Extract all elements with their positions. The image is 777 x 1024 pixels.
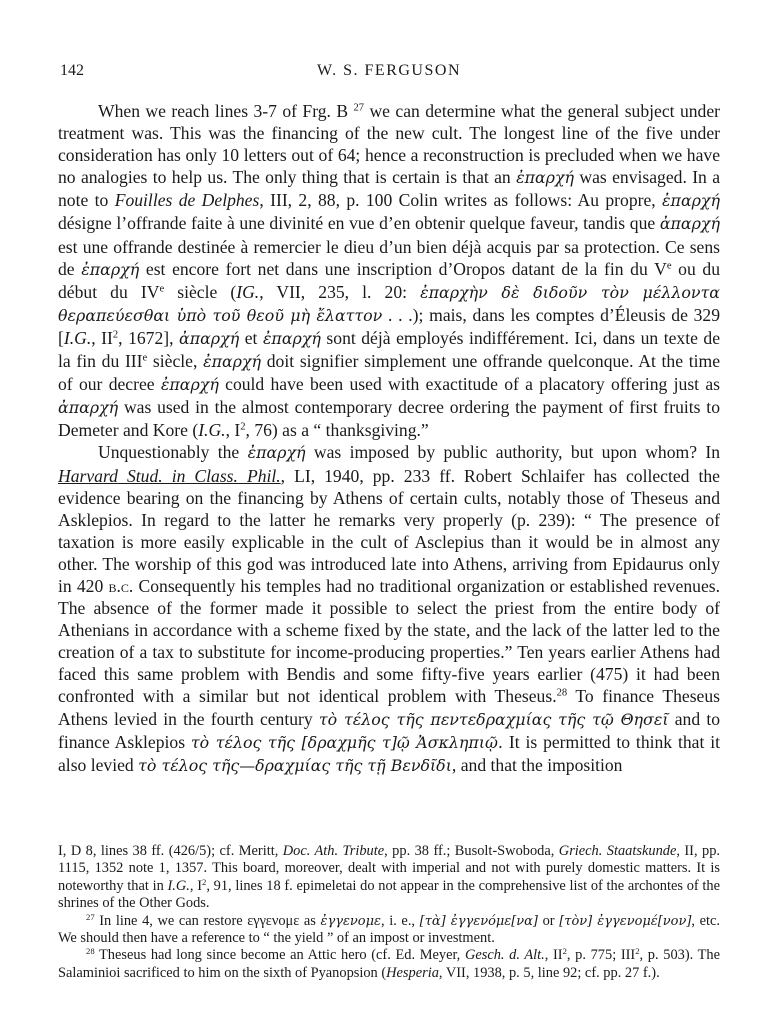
- text-run: sont déjà employés indifférement. Ici, dans un texte de la fin du III: [58, 327, 721, 372]
- superscript: e: [159, 283, 165, 295]
- greek-term: ἐπαρχή: [81, 259, 140, 279]
- text-run: , 91, lines 18 f. epimeletai do not appear in the comprehensive list of the archontes of the shrines of the Other Gods.: [58, 877, 720, 912]
- text-run: , etc. We should then have a reference to “ the yield ” of an impost or investment.: [58, 912, 720, 947]
- text-run: was envisaged. In a note to: [58, 167, 721, 211]
- citation-title: Fouilles de Delphes: [114, 190, 260, 211]
- greek-term: ἐπαρχή: [160, 375, 219, 395]
- greek-term: ἐπαρχή: [662, 191, 721, 211]
- citation-title: I.G.: [198, 420, 226, 441]
- superscript: 2: [112, 329, 119, 341]
- footnote-28: [58, 947, 720, 982]
- greek-term: [τὰ] ἐγγενόμε[να]: [419, 913, 538, 929]
- greek-term: ἐπαρχή: [262, 328, 321, 348]
- citation-title: I.G.: [63, 327, 92, 348]
- citation-title: Griech. Staatskunde: [558, 843, 677, 859]
- greek-term: ἐγγενομε: [320, 913, 381, 929]
- greek-term: [τὸν] ἐγγενομέ[νον]: [559, 913, 692, 929]
- text-run: siècle,: [147, 351, 204, 372]
- text-run: . . .); mais, dans les comptes d’Éleusis de 329 [: [58, 304, 720, 348]
- text-run: was imposed by public authority, but upon whom? In: [305, 442, 720, 463]
- text-run: or: [537, 912, 560, 929]
- greek-phrase: τὸ τέλος τῆς—δραχμίας τῆς τῇ Βενδῖδι: [138, 755, 452, 775]
- text-run: could have been used with exactitude of a placatory offering just as: [218, 374, 720, 395]
- text-run: et: [239, 327, 263, 348]
- text-run: doit signifier simplement une offrande quelconque. At the time of our decree: [58, 351, 721, 395]
- footnote-ref-27: 27: [353, 102, 365, 114]
- citation-title: Gesch. d. Alt.: [464, 947, 545, 964]
- paragraph-1: [58, 100, 720, 441]
- footnote-number: 28: [86, 946, 95, 957]
- greek-term: ἐπαρχή: [516, 168, 575, 188]
- superscript: e: [666, 260, 672, 272]
- text-run: , II: [544, 947, 563, 964]
- superscript: e: [142, 352, 148, 364]
- text-run: In line 4, we can restore: [94, 912, 248, 929]
- text-run: we can determine what the general subject under treatment was. This was the financing of the new cult. The longest line of the five under consideration has only 10 letters out of 64; hence a reconstruction is precluded when we have no analogies to help us. The only thing that is certain is that an: [58, 101, 720, 188]
- greek-term: ἐπαρχή: [247, 443, 306, 463]
- text-run: , LI, 1940, pp. 233 ff. Robert Schlaifer has collected the evidence bearing on the financing by Athens of certain cults, notably those of Theseus and Asklepios. In regard to the latter he remarks very properly (p. 239): “ The presence of taxation is more easily explicable in the cult of Asclepius than it would be in almost any other. The worship of this god was introduced late into Athens, arriving from Epidaurus only in 420: [58, 465, 720, 596]
- text-run: When we reach lines 3-7 of Frg. B: [98, 101, 354, 121]
- citation-title: Doc. Ath. Tribute: [282, 843, 385, 859]
- text-run: est encore fort net dans une inscription d’Oropos datant de la fin du V: [139, 258, 667, 279]
- text-run: , and that the imposition: [451, 754, 623, 775]
- text-run: , I: [225, 420, 241, 441]
- superscript: 2: [562, 946, 567, 957]
- text-run: , II: [91, 327, 113, 348]
- text-run: and to finance Asklepios: [58, 708, 721, 752]
- running-head-author: W. S. FERGUSON: [317, 62, 461, 79]
- greek-term: εγγενομε: [247, 912, 300, 929]
- text-run: I, D 8, lines 38 ff. (426/5); cf. Meritt,: [58, 843, 283, 859]
- text-run: Theseus had long since become an Attic hero (cf. Ed. Meyer,: [94, 947, 465, 964]
- text-run: ou du début du IV: [58, 258, 720, 302]
- text-run: désigne l’offrande faite à une divinité en vue d’en obtenir quelque faveur, tandis que: [58, 213, 660, 234]
- greek-term: ἐπαρχή: [203, 352, 262, 372]
- citation-title: I.G.: [167, 877, 190, 894]
- superscript: 2: [240, 421, 246, 433]
- citation-title: IG.: [236, 281, 260, 302]
- text-run: To finance Theseus Athens levied in the fourth century: [58, 686, 720, 729]
- superscript: 2: [202, 876, 207, 887]
- footnote-number: 27: [86, 911, 95, 922]
- text-run: est une offrande destinée à remercier le dieu d’un bien déjà acquis par sa protection. Ce sens de: [58, 236, 720, 279]
- text-run: , p. 503). The Salaminioi sacrificed to him on the sixth of Pyanopsion (: [58, 947, 720, 981]
- text-run: , VII, 1938, p. 5, line 92; cf. pp. 27 f.).: [438, 964, 660, 981]
- footnotes: [58, 843, 720, 982]
- text-run: as: [299, 912, 321, 929]
- paragraph-2: [58, 441, 720, 776]
- text-run: , I: [189, 877, 203, 894]
- text-run: , i. e.,: [380, 912, 420, 929]
- citation-title: Harvard Stud. in Class. Phil.: [58, 465, 281, 486]
- footnote-27: [58, 913, 720, 948]
- greek-phrase: τὸ τέλος τῆς [δραχμῆς τ]ῷ Ἀσκληπιῷ.: [190, 732, 503, 752]
- page-number: 142: [60, 62, 84, 79]
- text-run: , 76) as a “ thanksgiving.”: [245, 420, 429, 441]
- text-run: , 1672],: [118, 327, 180, 348]
- greek-term: ἀπαρχή: [179, 328, 240, 348]
- text-run: Unquestionably the: [98, 442, 248, 463]
- text-run: was used in the almost contemporary decree ordering the payment of first fruits to Demeter and Kore (: [58, 397, 720, 441]
- greek-term: ἀπαρχή: [659, 214, 720, 234]
- greek-term: ἀπαρχή: [58, 398, 119, 418]
- text-run: , II, pp. 1115, 1352 note 1, 1357. This board, moreover, dealt with imperial and not with purely domestic matters. It is noteworthy that in: [58, 843, 720, 894]
- greek-phrase: τὸ τέλος τῆς πεντεδραχμίας τῆς τῷ Θησεῖ: [318, 709, 669, 729]
- text-run: , pp. 38 ff.; Busolt-Swoboda,: [384, 843, 559, 859]
- footnote-continuation: [58, 843, 720, 913]
- text-run: , p. 775; III: [566, 947, 636, 964]
- superscript: 2: [635, 946, 640, 957]
- greek-quotation: ἐπαρχὴν δὲ διδοῦν τὸν μέλλοντα θεραπεύεσθαι ὑπὸ τοῦ θεοῦ μὴ ἔλαττον: [58, 282, 720, 325]
- text-run: It is permitted to think that it also levied: [58, 731, 720, 775]
- footnote-ref-28: 28: [556, 688, 568, 700]
- running-header: [60, 62, 718, 86]
- main-text: [58, 100, 720, 777]
- text-run: Consequently his temples had no traditional organization or established revenues. The absence of the former made it possible to select the priest from the entire body of Athenians in accordance with a scheme fixed by the state, and the lack of the latter led to the creation of a tax to substitute for income-producing properties.” Ten years earlier Athens had faced this same problem with Bendis and some fifty-five years earlier (475) it had been confronted with a similar but not identical problem with Theseus.: [58, 575, 721, 707]
- text-run: siècle (: [164, 281, 237, 302]
- text-run: , VII, 235, l. 20:: [259, 281, 421, 302]
- citation-title: Hesperia: [386, 964, 439, 981]
- text-run: , III, 2, 88, p. 100 Colin writes as follows: Au propre,: [259, 190, 663, 211]
- era-abbreviation: b.c.: [108, 575, 134, 596]
